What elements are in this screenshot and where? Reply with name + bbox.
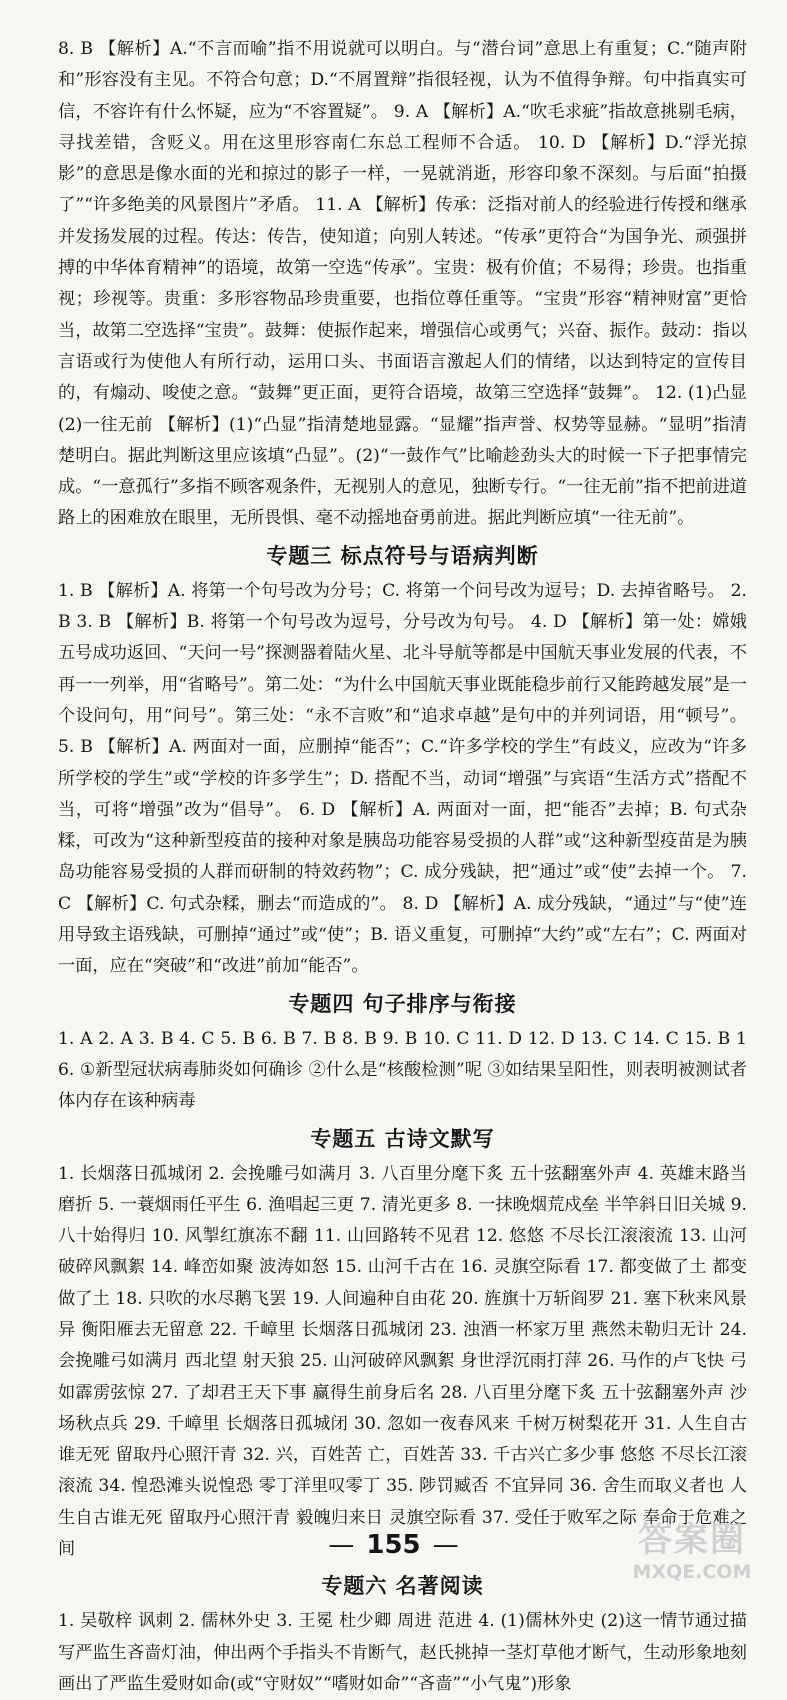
- answer-paragraph-3: 1. A 2. A 3. B 4. C 5. B 6. B 7. B 8. B 9. B 10. C 11. D 12. D 13. C 14. C 15. B 16. ①新型冠状病毒肺炎如何确诊 ②什么是“核酸检测”呢 ③如结果呈阳性，则表明被测试者体内存在该种病毒: [58, 1028, 747, 1112]
- answer-paragraph-1: 8. B 【解析】A.“不言而喻”指不用说就可以明白。与“潜台词”意思上有重复；C.“随声附和”形容没有主见。不符合句意；D.“不屑置辩”指很轻视，认为不值得争辩。句中指真实可信，不容许有什么怀疑，应为“不容置疑”。 9. A 【解析】A.“吹毛求疵”指故意挑剔毛病，寻找差错，含贬义。用在这里形容南仁东总工程师不合适。 10. D 【解析】D.“浮光掠影”的意思是像水面的光和掠过的影子一样，一晃就消逝，形容印象不深刻。与后面“拍摄了”“许多绝美的风景图片”矛盾。 11. A 【解析】传承：泛指对前人的经验进行传授和继承并发扬发展的过程。传达：传告，使知道；向别人转述。“传承”更符合“为国争光、顽强拼搏的中华体育精神”的语境，故第一空选“传承”。宝贵：极有价值；不易得；珍贵。也指重视；珍视等。贵重：多形容物品珍贵重要，也指位尊任重等。“宝贵”形容“精神财富”更恰当，故第二空选择“宝贵”。鼓舞：使振作起来，增强信心或勇气；兴奋、振作。鼓动：指以言语或行为使他人有所行动，运用口头、书面语言激起人们的情绪，以达到特定的宣传目的，有煽动、唆使之意。“鼓舞”更正面，更符合语境，故第三空选择“鼓舞”。 12. (1)凸显 (2)一往无前 【解析】(1)“凸显”指清楚地显露。“显耀”指声誉、权势等显赫。“显明”指清楚明白。据此判断这里应该填“凸显”。(2)“一鼓作气”比喻趁劲头大的时候一下子把事情完成。“一意孤行”多指不顾客观条件，无视别人的意见，独断专行。“一往无前”指不把前进道路上的困难放在眼里，无所畏惧、毫不动摇地奋勇前进。据此判断应填“一往无前”。: [58, 39, 753, 529]
- watermark-title: 答案圈: [638, 1520, 746, 1560]
- page-number: 155: [366, 1530, 421, 1560]
- section-heading-3: 专题三 标点符号与语病判断: [266, 543, 539, 568]
- answer-paragraph-5: 1. 吴敬梓 讽刺 2. 儒林外史 3. 王冕 杜少卿 周进 范进 4. (1)儒林外史 (2)这一情节通过描写严监生吝啬灯油，伸出两个手指头不肯断气，赵氏挑掉一茎灯草他才断气，生动形象地刻画出了严监生爱财如命(或“守财奴”“嗜财如命”“吝啬”“小气鬼”)形象: [58, 1611, 747, 1694]
- watermark-logo: [607, 1520, 777, 1592]
- answer-paragraph-2: 1. B 【解析】A. 将第一个句号改为分号；C. 将第一个问号改为逗号；D. 去掉省略号。 2. B 3. B 【解析】B. 将第一个句号改为逗号，分号改为句号。 4. D 【解析】第一处：嫦娥五号成功返回、“天问一号”探测器着陆火星、北斗导航等都是中国航天事业发展的代表，不再一一列举，用“省略号”。第二处：“为什么中国航天事业既能稳步前行又能跨越发展”是一个设问句，用“问号”。第三处：“永不言败”和“追求卓越”是句中的并列词语，用“顿号”。 5. B 【解析】A. 两面对一面，应删掉“能否”；C.“许多学校的学生”有歧义，应改为“许多所学校的学生”或“学校的许多学生”；D. 搭配不当，动词“增强”与宾语“生活方式”搭配不当，可将“增强”改为“倡导”。 6. D 【解析】A. 两面对一面，把“能否”去掉；B. 句式杂糅，可改为“这种新型疫苗的接种对象是胰岛功能容易受损的人群”或“这种新型疫苗是为胰岛功能容易受损的人群而研制的特效药物”；C. 成分残缺，把“通过”或“使”去掉一个。 7. C 【解析】C. 句式杂糅，删去“而造成的”。 8. D 【解析】A. 成分残缺，“通过”与“使”连用导致主语残缺，可删掉“通过”或“使”；B. 语义重复，可删掉“大约”或“左右”；C. 两面对一面，应在“突破”和“改进”前加“能否”。: [58, 580, 753, 977]
- footer-dash-left: —: [328, 1530, 355, 1560]
- footer-dash-right: —: [432, 1530, 459, 1560]
- section-heading-4: 专题四 句子排序与衔接: [288, 991, 517, 1016]
- section-heading-5: 专题五 古诗文默写: [310, 1126, 495, 1151]
- section-heading-6: 专题六 名著阅读: [321, 1574, 484, 1599]
- watermark-url: MXQE.COM: [632, 1561, 752, 1583]
- answer-paragraph-4: 1. 长烟落日孤城闭 2. 会挽雕弓如满月 3. 八百里分麾下炙 五十弦翻塞外声 4. 英雄末路当磨折 5. 一蓑烟雨任平生 6. 渔唱起三更 7. 清光更多 8. 一抹晚烟荒戍垒 半竿斜日旧关城 9. 八十始得归 10. 风掣红旗冻不翻 11. 山回路转不见君 12. 悠悠 不尽长江滚滚流 13. 山河破碎风飘絮 14. 峰峦如聚 波涛如怒 15. 山河千古在 16. 灵旗空际看 17. 都变做了土 都变做了土 18. 只吹的水尽鹅飞罢 19. 人间遍种自由花 20. 旌旗十万斩阎罗 21. 塞下秋来风景异 衡阳雁去无留意 22. 千嶂里 长烟落日孤城闭 23. 浊酒一杯家万里 燕然未勒归无计 24. 会挽雕弓如满月 西北望 射天狼 25. 山河破碎风飘絮 身世浮沉雨打萍 26. 马作的卢飞快 弓如霹雳弦惊 27. 了却君王天下事 赢得生前身后名 28. 八百里分麾下炙 五十弦翻塞外声 沙场秋点兵 29. 千嶂里 长烟落日孤城闭 30. 忽如一夜春风来 千树万树梨花开 31. 人生自古谁无死 留取丹心照汗青 32. 兴，百姓苦 亡，百姓苦 33. 千古兴亡多少事 悠悠 不尽长江滚滚流 34. 惶恐滩头说惶恐 零丁洋里叹零丁 35. 陟罚臧否 不宜异同 36. 舍生而取义者也 人生自古谁无死 留取丹心照汗青 毅魄归来日 灵旗空际看 37. 受任于败军之际 奉命于危难之间: [58, 1163, 753, 1560]
